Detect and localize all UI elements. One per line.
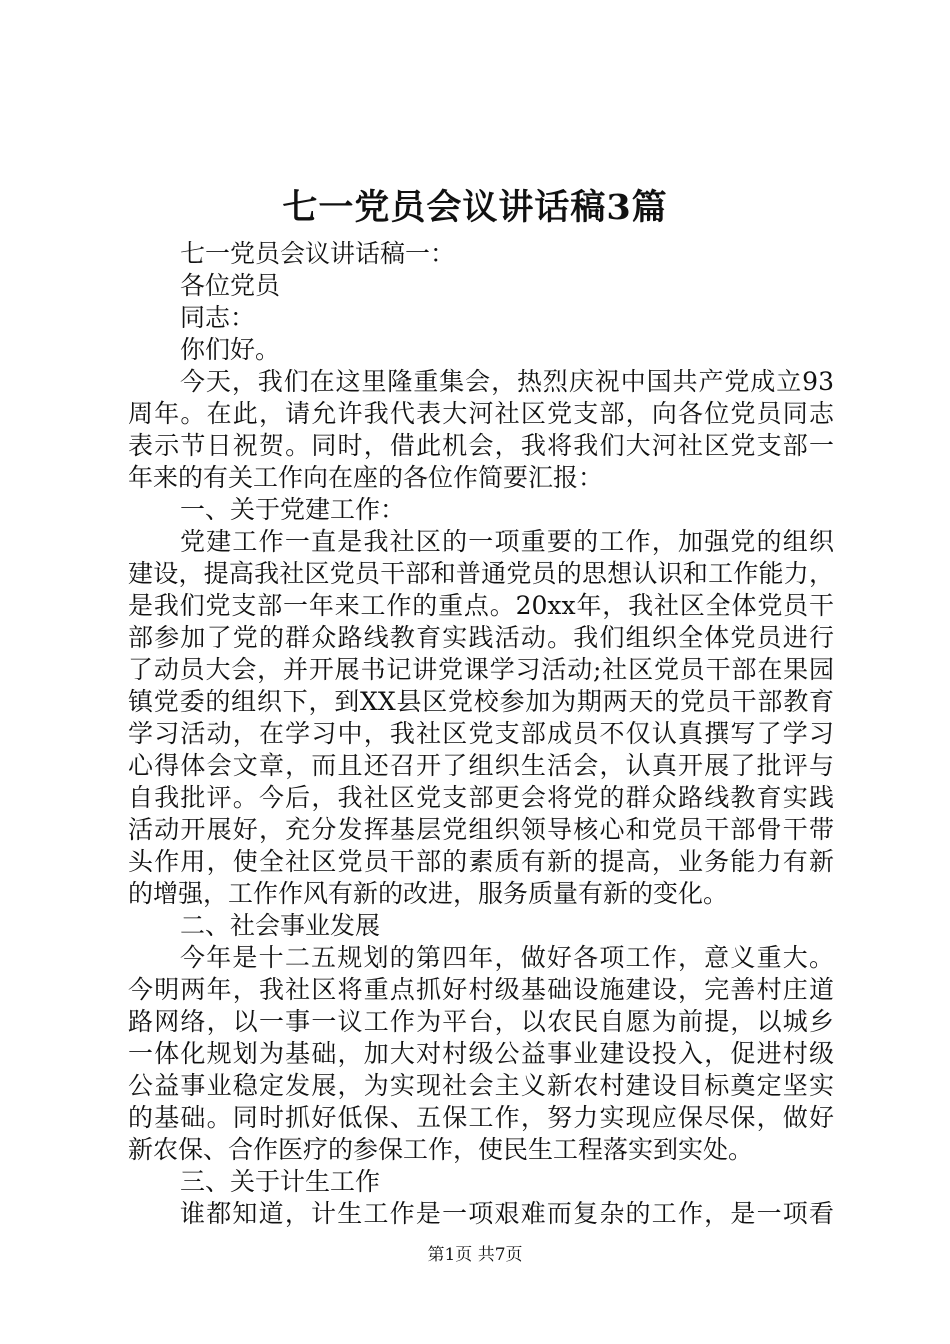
text-line: 公益事业稳定发展，为实现社会主义新农村建设目标奠定坚实: [128, 1071, 834, 1100]
text-line: 三、关于计生工作: [180, 1167, 381, 1196]
text-line: 学习活动，在学习中，我社区党支部成员不仅认真撰写了学习: [128, 719, 834, 748]
text-line: 今天，我们在这里隆重集会，热烈庆祝中国共产党成立93: [180, 367, 834, 396]
text-line: 新农保、合作医疗的参保工作，使民生工程落实到实处。: [128, 1135, 754, 1164]
text-line: 自我批评。今后，我社区党支部更会将党的群众路线教育实践: [128, 783, 834, 812]
text-line: 谁都知道，计生工作是一项艰难而复杂的工作，是一项看: [180, 1199, 834, 1228]
text-line: 今年是十二五规划的第四年，做好各项工作，意义重大。: [180, 943, 834, 972]
text-line: 是我们党支部一年来工作的重点。20xx年，我社区全体党员干: [128, 591, 834, 620]
text-line: 头作用，使全社区党员干部的素质有新的提高，业务能力有新: [128, 847, 834, 876]
text-line: 的基础。同时抓好低保、五保工作，努力实现应保尽保，做好: [128, 1103, 834, 1132]
text-line: 一体化规划为基础，加大对村级公益事业建设投入，促进村级: [128, 1039, 834, 1068]
text-line: 今明两年，我社区将重点抓好村级基础设施建设，完善村庄道: [128, 975, 834, 1004]
text-line: 镇党委的组织下，到XX县区党校参加为期两天的党员干部教育: [128, 687, 834, 716]
text-line: 心得体会文章，而且还召开了组织生活会，认真开展了批评与: [128, 751, 834, 780]
text-line: 建设，提高我社区党员干部和普通党员的思想认识和工作能力，: [128, 559, 834, 588]
text-line: 二、社会事业发展: [180, 911, 381, 940]
text-line: 表示节日祝贺。同时，借此机会，我将我们大河社区党支部一: [128, 431, 834, 460]
document-body: [128, 238, 834, 1230]
text-line: 年来的有关工作向在座的各位作简要汇报：: [128, 463, 604, 492]
document-title: 七一党员会议讲话稿3篇: [282, 187, 668, 228]
text-line: 周年。在此，请允许我代表大河社区党支部，向各位党员同志: [128, 399, 834, 428]
page-footer: 第1页 共7页: [427, 1245, 523, 1265]
text-line: 部参加了党的群众路线教育实践活动。我们组织全体党员进行: [128, 623, 834, 652]
text-line: 你们好。: [180, 335, 281, 364]
text-line: 活动开展好，充分发挥基层党组织领导核心和党员干部骨干带: [128, 815, 834, 844]
text-line: 同志：: [180, 303, 256, 332]
text-line: 一、关于党建工作：: [180, 495, 406, 524]
text-line: 了动员大会，并开展书记讲党课学习活动;社区党员干部在果园: [128, 655, 834, 684]
text-line: 七一党员会议讲话稿一：: [180, 239, 456, 268]
text-line: 路网络，以一事一议工作为平台，以农民自愿为前提，以城乡: [128, 1007, 834, 1036]
text-line: 党建工作一直是我社区的一项重要的工作，加强党的组织: [180, 527, 834, 556]
text-line: 的增强，工作作风有新的改进，服务质量有新的变化。: [128, 879, 729, 908]
text-line: 各位党员: [180, 271, 281, 300]
